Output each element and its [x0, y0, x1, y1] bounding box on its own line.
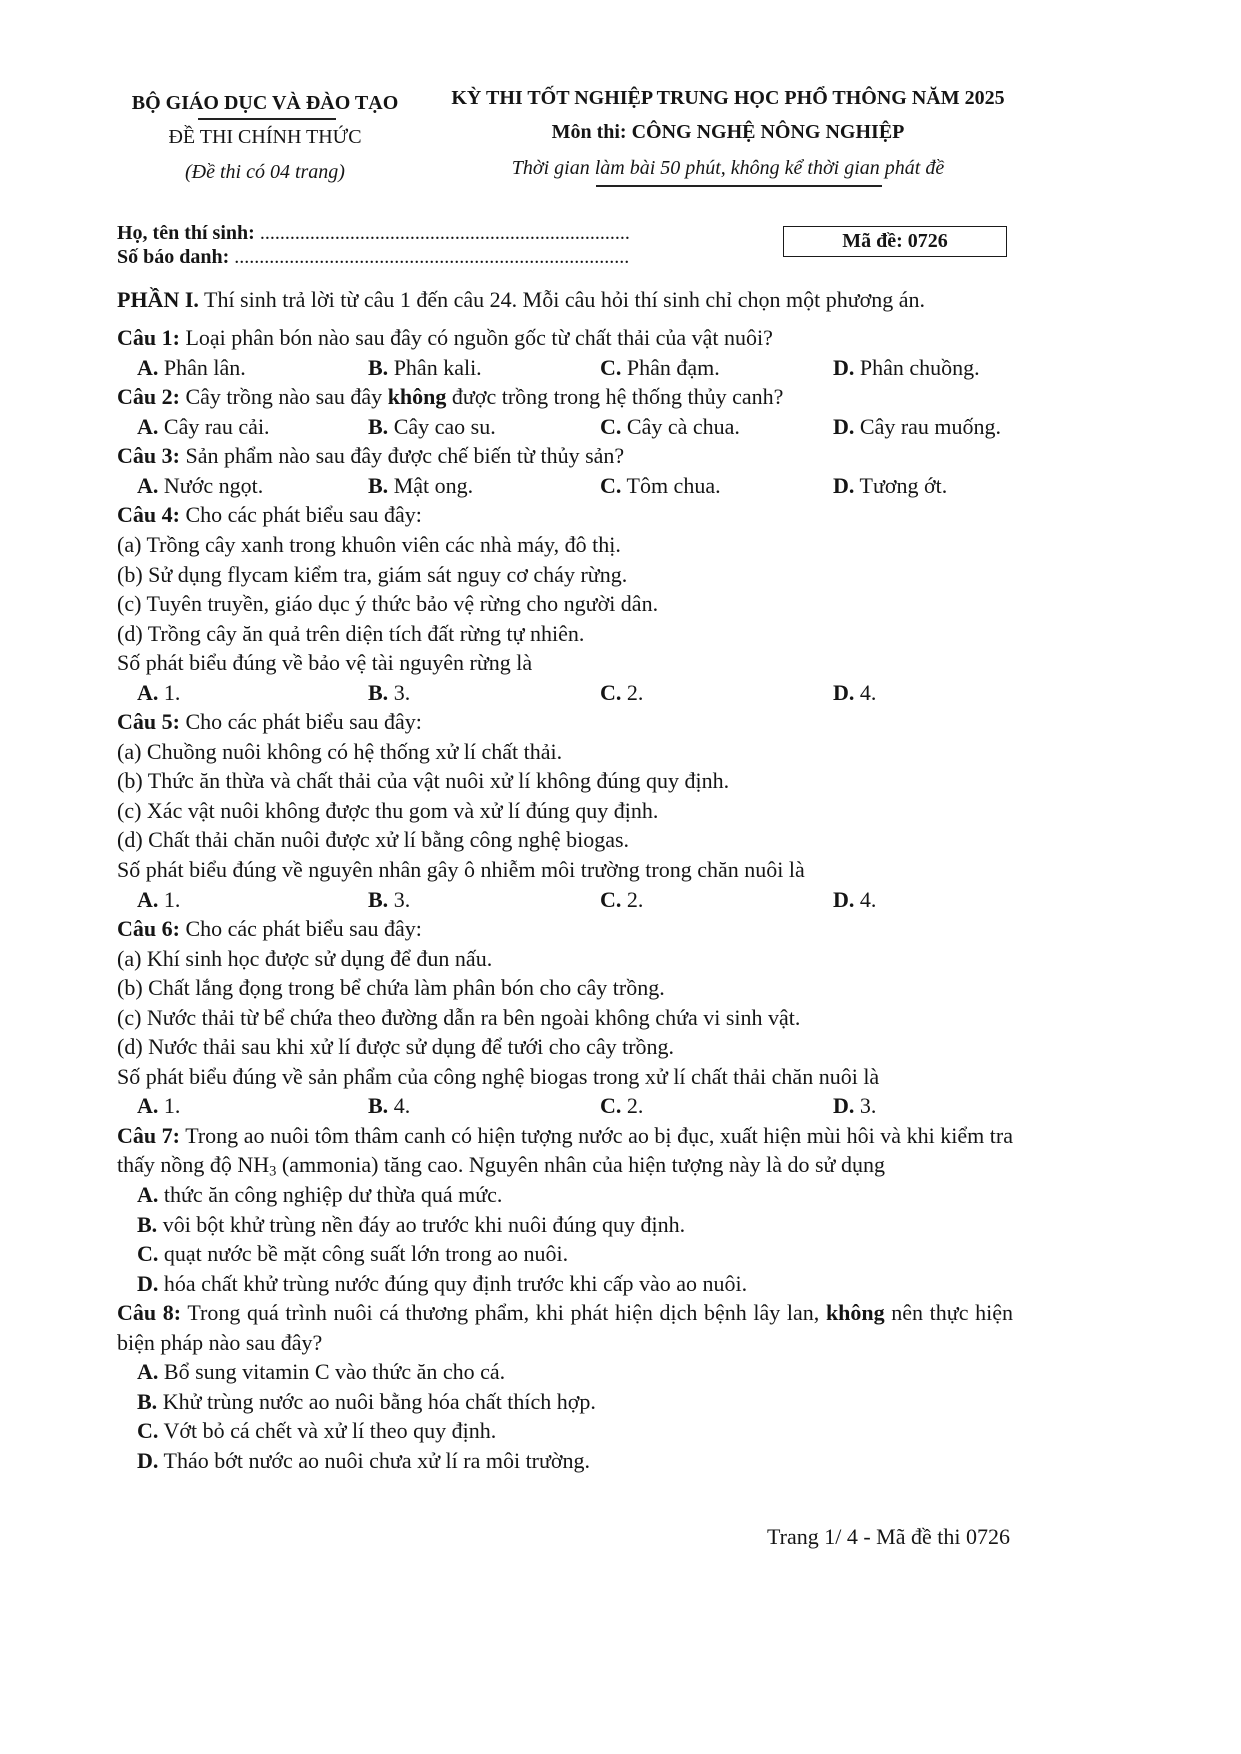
option-text: 2.: [626, 1093, 644, 1119]
option-text: Tương ớt.: [859, 472, 948, 498]
option-text: vôi bột khử trùng nền đáy ao trước khi nuôi đúng quy định.: [162, 1211, 686, 1237]
option-text: Phân kali.: [393, 354, 482, 380]
answer-option-c: [600, 353, 720, 383]
option-text: 4.: [859, 886, 877, 912]
exam-code: 0726: [907, 230, 948, 252]
option-letter: D.: [137, 1270, 159, 1296]
answer-options: [117, 353, 1013, 383]
answer-option-d: [117, 1446, 1013, 1476]
section-instruction: Thí sinh trả lời từ câu 1 đến câu 24. Mỗi câu hỏi thí sinh chỉ chọn một phương án.: [204, 287, 926, 312]
question-2: [117, 382, 1013, 441]
option-letter: D.: [833, 354, 855, 380]
answer-option-a: [137, 412, 270, 442]
option-letter: D.: [833, 413, 855, 439]
option-text: 1.: [163, 886, 181, 912]
exam-type: ĐỀ THI CHÍNH THỨC: [168, 126, 362, 148]
answer-option-b: [117, 1210, 1013, 1240]
statement-item: (d) Chất thải chăn nuôi được xử lí bằng công nghệ biogas.: [117, 827, 630, 853]
option-letter: C.: [600, 354, 622, 380]
question-stem: [117, 382, 1013, 412]
option-letter: B.: [137, 1388, 158, 1414]
candidate-name-line: [117, 221, 630, 245]
option-text: 4.: [393, 1093, 411, 1119]
answer-option-c: [600, 471, 721, 501]
question-prompt: Số phát biểu đúng về bảo vệ tài nguyên rừng là: [117, 650, 533, 676]
question-text: Sản phẩm nào sau đây được chế biến từ thủy sản?: [185, 443, 625, 469]
option-letter: A.: [137, 1182, 159, 1207]
option-text: 3.: [859, 1093, 877, 1119]
option-text: quạt nước bề mặt công suất lớn trong ao nuôi.: [163, 1241, 569, 1267]
question-4: [117, 500, 1013, 707]
statement-item: (b) Chất lắng đọng trong bể chứa làm phân bón cho cây trồng.: [117, 975, 665, 1001]
answer-option-a: [137, 678, 180, 708]
candidate-name-label: Họ, tên thí sinh:: [117, 222, 255, 244]
option-letter: C.: [600, 472, 622, 498]
answer-options: [117, 471, 1013, 501]
option-text: Cây rau cải.: [163, 413, 270, 439]
option-text: 3.: [393, 886, 411, 912]
option-text: hóa chất khử trùng nước đúng quy định trước khi cấp vào ao nuôi.: [163, 1270, 748, 1296]
option-letter: D.: [137, 1447, 159, 1473]
answer-option-b: [117, 1387, 1013, 1417]
statement-item: (d) Trồng cây ăn quả trên diện tích đất rừng tự nhiên.: [117, 620, 585, 646]
question-text: Loại phân bón nào sau đây có nguồn gốc từ chất thải của vật nuôi?: [185, 325, 773, 351]
answer-option-c: [600, 412, 740, 442]
question-text: (ammonia) tăng cao. Nguyên nhân của hiện tượng này là do sử dụng: [276, 1152, 885, 1178]
option-text: Phân chuồng.: [859, 354, 980, 380]
answer-options: [117, 1357, 1013, 1475]
option-text: Phân lân.: [163, 354, 246, 380]
option-letter: C.: [137, 1241, 159, 1267]
option-text: Vớt bỏ cá chết và xử lí theo quy định.: [163, 1418, 497, 1444]
option-letter: A.: [137, 413, 159, 439]
option-text: Cây cao su.: [393, 413, 496, 439]
question-number: Câu 6:: [117, 916, 180, 942]
subject-line: [428, 120, 1028, 144]
question-number: Câu 3:: [117, 443, 180, 469]
exam-code-label: Mã đề:: [842, 230, 903, 252]
option-text: thức ăn công nghiệp dư thừa quá mức.: [163, 1182, 503, 1207]
question-stem: [117, 441, 1013, 471]
exam-body: [117, 285, 1013, 1475]
answer-option-d: [117, 1269, 1013, 1299]
answer-option-a: [137, 353, 246, 383]
question-text: Cho các phát biểu sau đây:: [185, 709, 422, 735]
question-1: [117, 323, 1013, 382]
candidate-name-dots: ..........................................................................: [259, 222, 630, 244]
answer-option-b: [368, 678, 410, 708]
option-letter: B.: [368, 679, 389, 705]
question-8: [117, 1298, 1013, 1475]
question-7: [117, 1121, 1013, 1298]
answer-option-d: [833, 885, 876, 915]
answer-option-c: [117, 1416, 1013, 1446]
option-text: 1.: [163, 679, 181, 705]
question-stem: [117, 323, 1013, 353]
answer-options: [117, 412, 1013, 442]
option-letter: A.: [137, 472, 159, 498]
candidate-id-label: Số báo danh:: [117, 246, 230, 268]
statement-item: (a) Khí sinh học được sử dụng để đun nấu.: [117, 945, 493, 971]
question-text: Trong ao nuôi tôm thâm canh có hiện tượng nước ao bị đục, xuất hiện mùi hôi và khi kiểm tra thấy nồng độ NH: [117, 1122, 1013, 1178]
statement-item: (b) Thức ăn thừa và chất thải của vật nuôi xử lí không đúng quy định.: [117, 768, 730, 794]
statement-item: (c) Tuyên truyền, giáo dục ý thức bảo vệ rừng cho người dân.: [117, 591, 659, 617]
page-footer: Trang 1/ 4 - Mã đề thi 0726: [766, 1524, 1010, 1549]
question-text: Cho các phát biểu sau đây:: [185, 916, 422, 942]
answer-option-a: [137, 471, 263, 501]
option-text: 2.: [626, 886, 644, 912]
option-text: 3.: [393, 679, 411, 705]
option-text: Mật ong.: [393, 472, 474, 498]
answer-option-c: [600, 1091, 643, 1121]
question-prompt: Số phát biểu đúng về nguyên nhân gây ô nhiễm môi trường trong chăn nuôi là: [117, 856, 805, 882]
option-text: Cây cà chua.: [626, 413, 740, 439]
option-letter: A.: [137, 679, 159, 705]
option-letter: B.: [368, 886, 389, 912]
option-letter: C.: [600, 1093, 622, 1119]
question-text: nên thực hiện biện pháp nào sau đây?: [117, 1300, 1013, 1355]
answer-options: [117, 1180, 1013, 1298]
option-letter: D.: [833, 472, 855, 498]
exam-code-box: [783, 226, 1007, 257]
question-number: Câu 2:: [117, 384, 180, 410]
option-letter: B.: [368, 413, 389, 439]
time-note: Thời gian làm bài 50 phút, không kể thời gian phát đề: [511, 157, 945, 179]
answer-option-c: [600, 885, 643, 915]
section-heading: [117, 285, 1013, 315]
question-text: Trong quá trình nuôi cá thương phẩm, khi phát hiện dịch bệnh lây lan,: [187, 1300, 826, 1326]
answer-option-b: [368, 885, 410, 915]
question-number: Câu 1:: [117, 325, 180, 351]
question-number: Câu 5:: [117, 709, 180, 735]
option-text: Phân đạm.: [626, 354, 720, 380]
option-letter: B.: [368, 354, 389, 380]
answer-option-d: [833, 353, 980, 383]
statement-item: (a) Chuồng nuôi không có hệ thống xử lí chất thải.: [117, 738, 563, 764]
ministry-name: BỘ GIÁO DỤC VÀ ĐÀO TẠO: [131, 92, 399, 114]
subscript-text: 3: [269, 1164, 277, 1181]
answer-option-b: [368, 471, 473, 501]
subject-name: CÔNG NGHỆ NÔNG NGHIỆP: [631, 121, 905, 143]
time-note-underline: [596, 185, 882, 187]
question-number: Câu 8:: [117, 1300, 182, 1326]
answer-option-d: [833, 1091, 876, 1121]
question-text: Cây trồng nào sau đây: [185, 384, 388, 410]
question-stem: [117, 914, 1013, 944]
option-letter: C.: [137, 1418, 159, 1444]
option-text: Cây rau muống.: [859, 413, 1002, 439]
option-letter: A.: [137, 1093, 159, 1119]
answer-option-b: [368, 353, 482, 383]
option-letter: D.: [833, 679, 855, 705]
answer-option-a: [117, 1180, 1013, 1210]
answer-options: [117, 885, 1013, 915]
option-letter: B.: [368, 472, 389, 498]
answer-option-a: [117, 1357, 1013, 1387]
option-letter: D.: [833, 886, 855, 912]
answer-option-c: [117, 1239, 1013, 1269]
option-letter: C.: [600, 679, 622, 705]
answer-options: [117, 678, 1013, 708]
question-stem: [117, 707, 1013, 737]
question-list: [117, 323, 1013, 1475]
answer-option-c: [600, 678, 643, 708]
answer-option-b: [368, 412, 496, 442]
option-text: Tháo bớt nước ao nuôi chưa xử lí ra môi trường.: [163, 1447, 591, 1473]
answer-option-a: [137, 885, 180, 915]
option-letter: A.: [137, 354, 159, 380]
ministry-underline: [198, 118, 336, 120]
option-letter: A.: [137, 1359, 159, 1385]
question-text: được trồng trong hệ thống thủy canh?: [446, 384, 784, 410]
candidate-id-line: [117, 245, 629, 269]
option-letter: A.: [137, 886, 159, 912]
option-text: Tôm chua.: [626, 472, 721, 498]
section-title: PHẦN I.: [117, 287, 199, 312]
answer-option-a: [137, 1091, 180, 1121]
option-text: Bổ sung vitamin C vào thức ăn cho cá.: [163, 1359, 506, 1385]
statement-item: (c) Nước thải từ bể chứa theo đường dẫn ra bên ngoài không chứa vi sinh vật.: [117, 1004, 801, 1030]
question-5: [117, 707, 1013, 914]
option-text: Khử trùng nước ao nuôi bằng hóa chất thích hợp.: [162, 1388, 596, 1414]
option-letter: D.: [833, 1093, 855, 1119]
answer-option-d: [833, 412, 1001, 442]
option-text: 4.: [859, 679, 877, 705]
page-count-note: (Đề thi có 04 trang): [185, 161, 345, 183]
answer-options: [117, 1091, 1013, 1121]
candidate-id-dots: ...............................................................................: [234, 246, 630, 268]
question-6: [117, 914, 1013, 1121]
question-stem: [117, 1298, 1013, 1357]
question-number: Câu 4:: [117, 502, 180, 528]
option-text: 1.: [163, 1093, 181, 1119]
emphasis-text: không: [825, 1300, 885, 1326]
answer-option-b: [368, 1091, 410, 1121]
option-letter: B.: [137, 1211, 158, 1237]
option-text: Nước ngọt.: [163, 472, 264, 498]
question-text: Cho các phát biểu sau đây:: [185, 502, 422, 528]
option-letter: C.: [600, 886, 622, 912]
option-letter: C.: [600, 413, 622, 439]
answer-option-d: [833, 678, 876, 708]
statement-item: (b) Sử dụng flycam kiểm tra, giám sát nguy cơ cháy rừng.: [117, 561, 628, 587]
question-stem: [117, 1121, 1013, 1180]
question-3: [117, 441, 1013, 500]
question-number: Câu 7:: [117, 1122, 181, 1148]
statement-item: (a) Trồng cây xanh trong khuôn viên các nhà máy, đô thị.: [117, 531, 621, 557]
emphasis-text: không: [387, 384, 447, 410]
question-prompt: Số phát biểu đúng về sản phẩm của công nghệ biogas trong xử lí chất thải chăn nuôi là: [117, 1063, 880, 1089]
answer-option-d: [833, 471, 947, 501]
option-text: 2.: [626, 679, 644, 705]
question-stem: [117, 500, 1013, 530]
option-letter: B.: [368, 1093, 389, 1119]
statement-item: (d) Nước thải sau khi xử lí được sử dụng để tưới cho cây trồng.: [117, 1034, 675, 1060]
exam-title: KỲ THI TỐT NGHIỆP TRUNG HỌC PHỔ THÔNG NĂM 2025: [451, 87, 1005, 109]
subject-label: Môn thi:: [551, 121, 627, 143]
statement-item: (c) Xác vật nuôi không được thu gom và xử lí đúng quy định.: [117, 797, 659, 823]
